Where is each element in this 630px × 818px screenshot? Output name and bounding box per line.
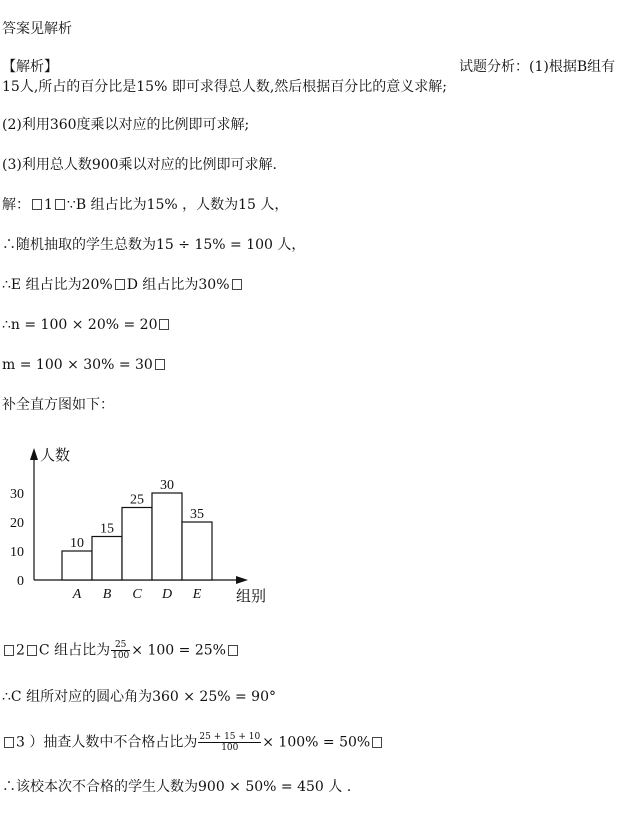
part-2-line-1 (2, 640, 240, 661)
fail-ratio-fraction (198, 732, 261, 753)
part-2-number: 2 (16, 642, 25, 659)
bar-value-label: 25 (130, 492, 144, 508)
bar-E (182, 522, 212, 580)
n-equation: ∴n = 100 × 20% = 20 (2, 317, 158, 333)
analysis-continued: 15人,所占的百分比是15% 即可求得总人数,然后根据百分比的意义求解; (2, 79, 447, 95)
part-3-line-1 (2, 732, 384, 753)
x-tick-label: C (132, 587, 142, 602)
solution-line-2: ∴随机抽取的学生总数为15 ÷ 15% = 100 人， (2, 237, 306, 253)
y-tick-label: 0 (17, 574, 24, 589)
fraction-numerator: 25 (111, 640, 130, 651)
fail-ratio-label: 3 ）抽查人数中不合格占比为 (16, 734, 198, 751)
missing-glyph-icon (232, 279, 242, 290)
solution-line-1 (2, 196, 288, 214)
bar-value-label: 15 (100, 521, 114, 537)
answer-header: 答案见解析 (2, 21, 72, 37)
solution-label: 解： (2, 197, 30, 213)
bar-C (122, 508, 152, 581)
m-equation: m = 100 × 30% = 30 (2, 357, 153, 373)
solution-line-3 (2, 276, 244, 294)
missing-glyph-icon (4, 737, 14, 748)
b-group-ratio: ∵B 组占比为15% ，人数为15 人， (66, 197, 289, 213)
c-group-ratio-label: C 组占比为 (38, 642, 111, 659)
bar-value-label: 30 (160, 478, 174, 493)
analysis-intro: 试题分析：(1)根据B组有 (459, 59, 616, 75)
missing-glyph-icon (155, 359, 165, 370)
x-tick-label: E (192, 587, 202, 602)
solution-line-5 (2, 356, 167, 374)
missing-glyph-icon (372, 737, 382, 748)
bar-A (62, 551, 92, 580)
y-tick-label: 30 (10, 487, 24, 502)
part-3-line-2: ∴该校本次不合格的学生人数为900 × 50% = 450 人 . (2, 779, 352, 795)
part-2-line-2: ∴C 组所对应的圆心角为360 × 25% = 90° (2, 689, 276, 705)
missing-glyph-icon (159, 319, 169, 330)
bar-value-label: 35 (190, 507, 204, 522)
y-axis-label: 人数 (40, 448, 71, 464)
part-1-number: 1 (44, 197, 53, 213)
missing-glyph-icon (115, 279, 125, 290)
solution-line-4 (2, 316, 171, 334)
e-group-ratio: ∴E 组占比为20% (2, 277, 113, 293)
fraction-denominator: 100 (221, 743, 239, 753)
histogram-intro: 补全直方图如下： (2, 397, 114, 413)
x-tick-label: B (102, 587, 112, 602)
d-group-ratio: D 组占比为30% (126, 277, 230, 293)
bar-D (152, 493, 182, 580)
step-2-hint: (2)利用360度乘以对应的比例即可求解; (2, 117, 250, 133)
x-axis-arrow-icon (236, 576, 248, 584)
missing-glyph-icon (27, 645, 37, 656)
y-axis-arrow-icon (30, 448, 38, 460)
missing-glyph-icon (228, 645, 238, 656)
bar-B (92, 537, 122, 581)
x-axis-label: 组别 (236, 589, 267, 605)
c-ratio-fraction (111, 640, 130, 661)
c-ratio-result: × 100 = 25% (131, 642, 226, 659)
step-3-hint: (3)利用总人数900乘以对应的比例即可求解. (2, 157, 278, 173)
fraction-numerator: 25 + 15 + 10 (199, 732, 261, 742)
fraction-denominator: 100 (112, 651, 130, 661)
fail-ratio-result: × 100% = 50% (262, 734, 371, 751)
y-tick-label: 20 (10, 516, 24, 531)
x-tick-label: A (72, 587, 82, 602)
missing-glyph-icon (4, 645, 14, 656)
analysis-label: 【解析】 (2, 59, 58, 75)
bar-value-label: 10 (70, 536, 84, 551)
missing-glyph-icon (55, 199, 65, 210)
histogram-chart (0, 440, 300, 610)
missing-glyph-icon (32, 199, 42, 210)
x-tick-label: D (161, 587, 173, 602)
y-tick-label: 10 (10, 545, 24, 560)
